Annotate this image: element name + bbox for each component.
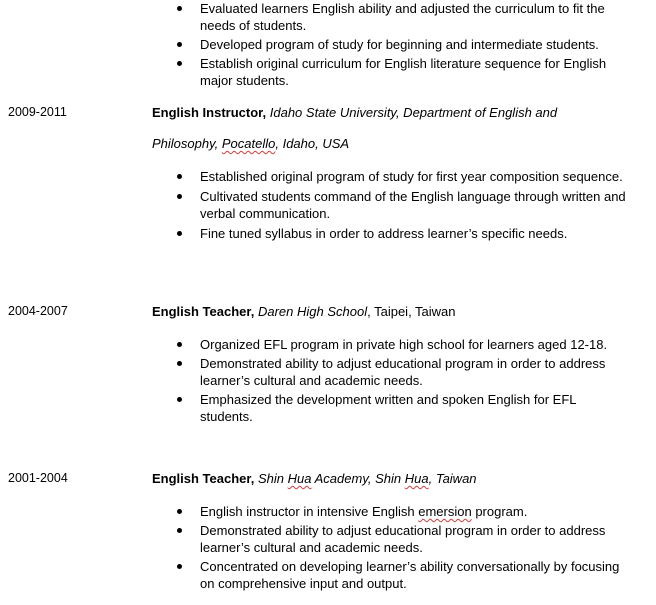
job-title: English Instructor, xyxy=(152,105,267,120)
bullet-icon xyxy=(177,61,182,66)
bullet-icon xyxy=(177,231,182,236)
entry-heading xyxy=(152,471,477,486)
entry-years: 2004-2007 xyxy=(8,304,68,318)
spellcheck-word: emersion xyxy=(418,504,472,519)
list-item: Demonstrated ability to adjust educational program in order to address learner’s cultural and academic needs. xyxy=(0,355,656,389)
bullet-icon xyxy=(177,397,182,402)
list-item: English instructor in intensive English emersion program. xyxy=(0,503,656,520)
bullet-icon xyxy=(177,509,182,514)
location: , Taipei, Taiwan xyxy=(367,304,456,319)
spellcheck-word: Hua xyxy=(404,471,429,486)
bullet-icon xyxy=(177,564,182,569)
list-item: Organized EFL program in private high school for learners aged 12-18. xyxy=(0,336,656,353)
list-item: Evaluated learners English ability and adjusted the curriculum to fit the needs of students. xyxy=(0,0,656,34)
list-item: Demonstrated ability to adjust educational program in order to address learner’s cultural and academic needs. xyxy=(0,522,656,556)
entry-bullets xyxy=(0,503,656,592)
spellcheck-word: Hua xyxy=(287,471,312,486)
entry-bullets xyxy=(0,336,656,425)
list-item: Fine tuned syllabus in order to address learner’s specific needs. xyxy=(0,225,656,242)
list-item: Established original program of study for first year composition sequence. xyxy=(0,168,656,185)
bullet-icon xyxy=(177,361,182,366)
bullet-icon xyxy=(177,174,182,179)
bullet-icon xyxy=(177,342,182,347)
list-item: Cultivated students command of the English language through written and verbal communication. xyxy=(0,188,656,222)
entry-heading xyxy=(152,304,456,319)
job-title: English Teacher, xyxy=(152,304,255,319)
bullet-icon xyxy=(177,6,182,11)
entry-years: 2009-2011 xyxy=(8,105,67,119)
entry-years: 2001-2004 xyxy=(8,471,68,485)
list-item: Establish original curriculum for English literature sequence for English major students. xyxy=(0,55,656,89)
organization: Daren High School xyxy=(257,304,368,319)
spellcheck-word: Pocatello xyxy=(221,136,276,151)
entry-bullets xyxy=(0,168,656,242)
list-item: Emphasized the development written and spoken English for EFL students. xyxy=(0,391,656,425)
list-item: Concentrated on developing learner’s ability conversationally by focusing on comprehensive input and output. xyxy=(0,558,656,592)
organization: Shin Hua Academy, Shin Hua, Taiwan xyxy=(257,471,477,486)
entry-heading xyxy=(152,105,557,120)
entry-location: Philosophy, Pocatello, Idaho, USA xyxy=(152,136,350,151)
bullet-icon xyxy=(177,194,182,199)
list-item: Developed program of study for beginning and intermediate students. xyxy=(0,36,656,53)
previous-position-bullets xyxy=(0,0,656,89)
job-title: English Teacher, xyxy=(152,471,255,486)
organization: Idaho State University, Department of English and xyxy=(269,105,558,120)
bullet-icon xyxy=(177,42,182,47)
bullet-icon xyxy=(177,528,182,533)
